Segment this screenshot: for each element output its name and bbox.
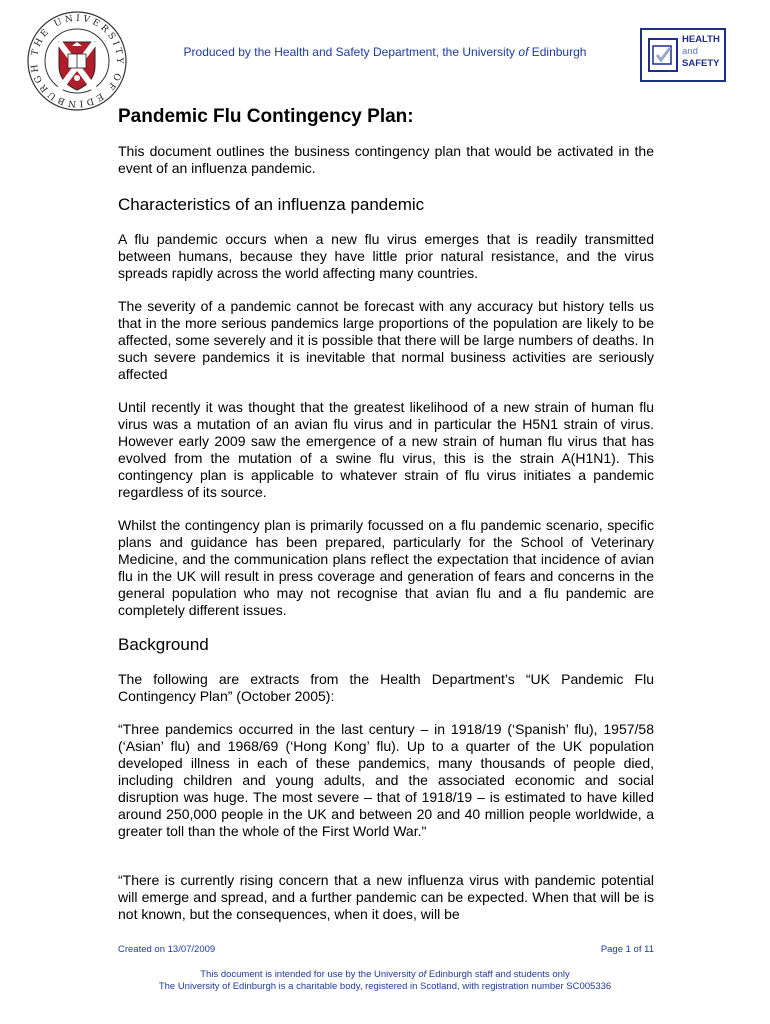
university-seal-logo bbox=[26, 10, 128, 112]
background-quote-1: “Three pandemics occurred in the last century – in 1918/19 (‘Spanish’ flu), 1957/58 (‘Asian’ flu) and 1968/69 (‘Hong Kong’ flu). Up to a quarter of the UK population developed illness in each of these pandemics, many thousands of people died, including children and young adults, and the associated economic and social disruption was huge. The most severe – that of 1918/19 – is estimated to have killed around 250,000 people in the UK and between 20 and 40 million people worldwide, a greater toll than the whole of the First World War." bbox=[118, 721, 654, 839]
document-title: Pandemic Flu Contingency Plan: bbox=[118, 106, 414, 127]
background-quote-2: “There is currently rising concern that a new influenza virus with pandemic potential will emerge and spread, and a further pandemic can be expected. When that will be is not known, but the consequences, when it does, will be bbox=[118, 872, 654, 922]
produced-by-line bbox=[130, 45, 640, 59]
health-and-safety-logo bbox=[640, 28, 726, 82]
characteristics-paragraph-2: The severity of a pandemic cannot be forecast with any accuracy but history tells us that in the more serious pandemics large proportions of the population are likely to be affected, some severely and it is possible that there will be large numbers of deaths. In such severe pandemics it is inevitable that normal business activities are seriously affected bbox=[118, 298, 654, 382]
created-date: Created on 13/07/2009 bbox=[118, 944, 216, 955]
footer-charity-note: The University of Edinburgh is a charitable body, registered in Scotland, with registration number SC005336 bbox=[158, 981, 612, 992]
footer-note-prefix: This document is intended for use by the University bbox=[200, 969, 419, 980]
section-heading-characteristics: Characteristics of an influenza pandemic bbox=[118, 195, 425, 214]
intro-paragraph: This document outlines the business contingency plan that would be activated in the event of an influenza pandemic. bbox=[118, 143, 654, 176]
logo-text bbox=[682, 34, 720, 70]
seal-ring-text: THE UNIVERSITY OF EDINBURGH bbox=[29, 13, 125, 109]
logo-line-health: HEALTH bbox=[682, 34, 720, 45]
footer-note-suffix: Edinburgh staff and students only bbox=[426, 969, 570, 980]
characteristics-paragraph-3: Until recently it was thought that the greatest likelihood of a new strain of human flu virus was a mutation of an avian flu virus and in particular the H5N1 strain of virus. However early 2009 saw the emergence of a new strain of human flu virus that has evolved from the mutation of a swine flu virus, this is the strain A(H1N1). This contingency plan is applicable to whatever strain of flu virus initiates a pandemic regardless of its source. bbox=[118, 399, 654, 500]
footer-usage-note bbox=[0, 969, 770, 981]
footer-note-of: of bbox=[418, 969, 427, 980]
background-paragraph-1: The following are extracts from the Health Department’s “UK Pandemic Flu Contingency Plan” (October 2005): bbox=[118, 671, 654, 704]
produced-suffix: Edinburgh bbox=[528, 45, 587, 59]
logo-line-and: and bbox=[682, 46, 698, 57]
checkbox-icon bbox=[648, 38, 678, 72]
characteristics-paragraph-4: Whilst the contingency plan is primarily focussed on a flu pandemic scenario, specific plans and guidance has been prepared, particularly for the School of Veterinary Medicine, and the communication plans reflect the expectation that incidence of avian flu in the UK will result in press coverage and generation of fears and concerns in the general population who may not recognise that avian flu and a flu pandemic are completely different issues. bbox=[118, 517, 654, 618]
logo-line-safety: SAFETY bbox=[682, 58, 720, 69]
characteristics-paragraph-1: A flu pandemic occurs when a new flu virus emerges that is readily transmitted between humans, because they have little prior natural resistance, and the virus spreads rapidly across the world affecting many countries. bbox=[118, 231, 654, 281]
produced-prefix: Produced by the Health and Safety Department, the University bbox=[183, 45, 519, 59]
section-heading-background: Background bbox=[118, 635, 209, 654]
page-number: Page 1 of 11 bbox=[600, 944, 654, 955]
produced-of: of bbox=[518, 45, 529, 59]
